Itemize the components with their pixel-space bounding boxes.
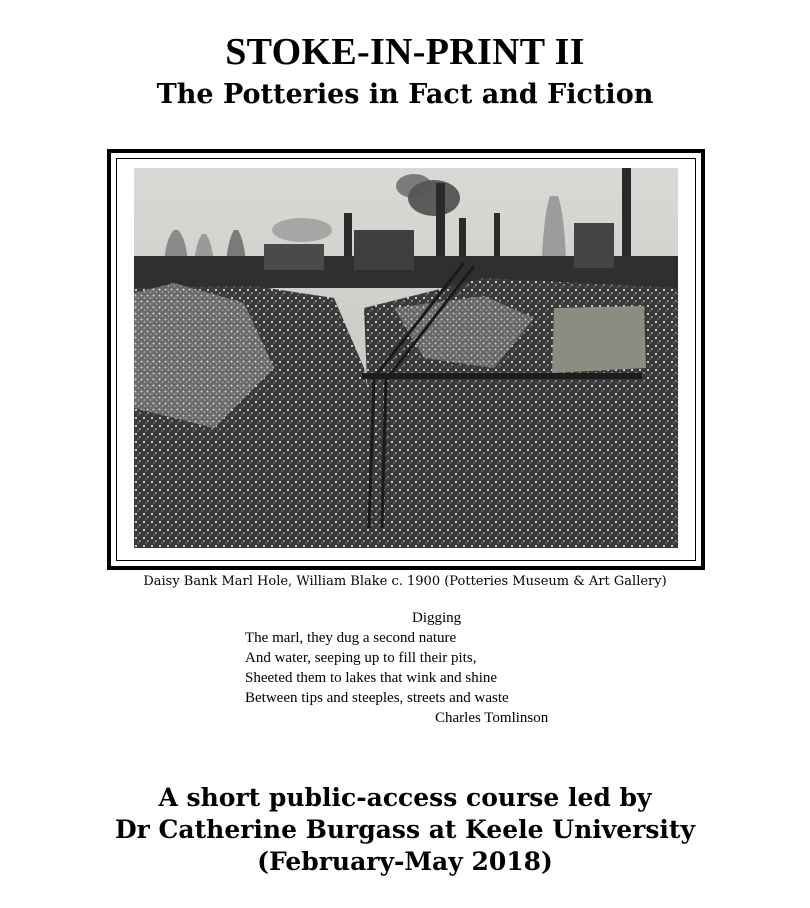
poem-line: And water, seeping up to fill their pits, — [245, 650, 477, 666]
course-line: A short public-access course led by — [158, 783, 652, 812]
poem-author: Charles Tomlinson — [435, 710, 549, 726]
photo-caption: Daisy Bank Marl Hole, William Blake c. 1900 (Potteries Museum & Art Gallery) — [143, 574, 667, 589]
course-description — [0, 782, 810, 878]
poem-line: Sheeted them to lakes that wink and shine — [245, 670, 498, 686]
poem-line: Between tips and steeples, streets and waste — [245, 690, 509, 706]
poem — [245, 608, 575, 728]
historic-photograph — [134, 168, 678, 548]
brick-stack — [552, 306, 646, 373]
marl-hole-illustration — [134, 168, 678, 548]
course-line: Dr Catherine Burgass at Keele University — [114, 815, 696, 844]
course-line: (February-May 2018) — [257, 847, 553, 876]
page-subtitle: The Potteries in Fact and Fiction — [156, 79, 654, 110]
poem-title: Digging — [412, 610, 462, 626]
page-title: STOKE-IN-PRINT II — [225, 31, 585, 73]
poem-line: The marl, they dug a second nature — [245, 630, 457, 646]
